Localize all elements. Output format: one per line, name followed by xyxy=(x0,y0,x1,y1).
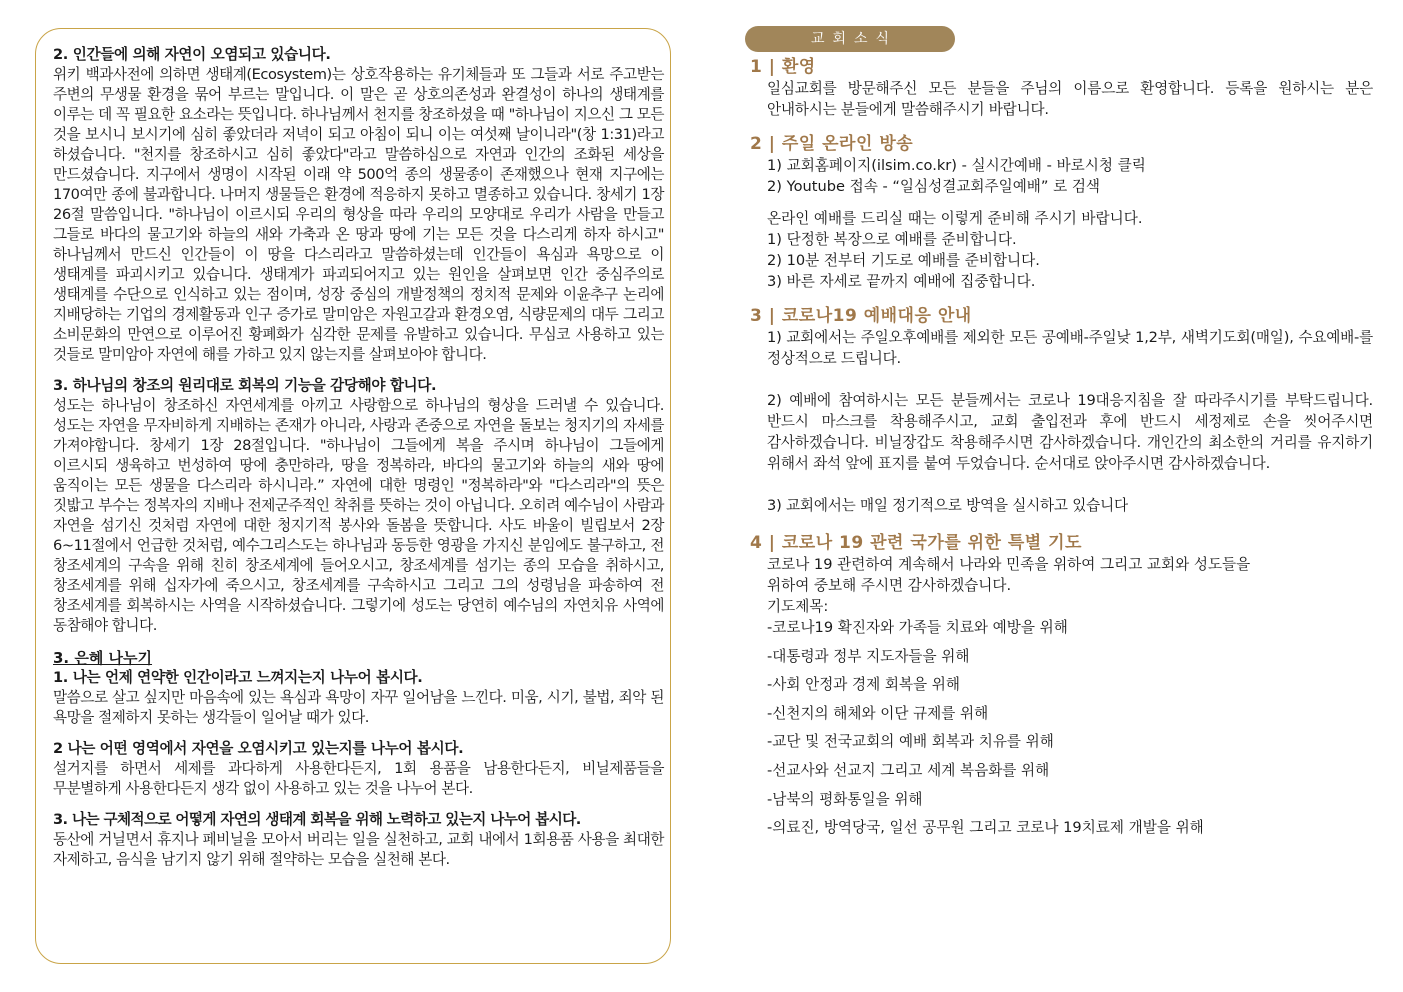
sharing-q3 xyxy=(53,810,664,870)
list-item: -교단 및 전국교회의 예배 회복과 치유를 위해 xyxy=(767,733,1054,751)
list-item: -선교사와 선교지 그리고 세계 복음화를 위해 xyxy=(767,761,1050,779)
online-step-2: 2) Youtube 접속 - “일심성결교회주일예배” 로 검색 xyxy=(767,178,1101,195)
sermon-panel xyxy=(35,28,671,964)
welcome-heading: 1 | 환영 xyxy=(750,57,816,77)
section-3-body: 성도는 하나님이 창조하신 자연세계를 아끼고 사랑함으로 하나님의 형상을 드러낼 수 있습니다. 성도는 자연을 무자비하게 지배하는 존재가 아니라, 사랑과 존중으로 자연을 돌보는 청지기의 자세를 가져야합니다. 창세기 1장 28절입니다. "하나님이 그들에게 복을 주시며 하나님이 그들에게 이르시되 생육하고 번성하여 땅에 충만하라, 땅을 정복하라, 바다의 물고기와 하늘의 새와 땅에 움직이는 모든 생물을 다스리라 하시니라.” 자연에 대한 명령인 "정복하라"와 "다스리라"의 뜻은 짓밟고 부수는 정복자의 지배나 전제군주적인 착취를 뜻하는 것이 아닙니다. 오히려 예수님이 사람과 자연을 섬기신 것처럼 자연에 대한 청지기적 봉사와 돌봄을 뜻합니다. 사도 바울이 빌립보서 2장 6~11절에서 언급한 것처럼, 예수그리스도는 하나님과 동등한 영광을 가지신 분임에도 불구하고, 전 창조세계의 구속을 위해 친히 창조세계에 들어오시고, 창조세계를 섬기는 종의 모습을 취하시고, 창조세계를 위해 십자가에 죽으시고, 창조세계를 구속하시고 그리고 그의 성령님을 파송하여 전 창조세계를 회복하시는 사역을 시작하셨습니다. 그렇기에 성도는 당연히 예수님의 자연치유 사역에 동참해야 합니다. xyxy=(53,397,664,634)
covid-guide-p2: 2) 예배에 참여하시는 모든 분들께서는 코로나 19대응지침을 잘 따라주시기를 부탁드립니다. 반드시 마스크를 착용해주시고, 교회 출입전과 후에 반드시 세정제로 손을 씻어주시면 감사하겠습니다. 비닐장갑도 착용해주시면 감사하겠습니다. 개인간의 최소한의 거리를 유지하기 위해서 좌석 앞에 표지를 붙여 두었습니다. 순서대로 앉아주시면 감사하겠습니다. xyxy=(767,392,1373,472)
sharing-q1 xyxy=(53,668,664,728)
sharing-q1-body: 말씀으로 살고 싶지만 마음속에 있는 욕심과 욕망이 자꾸 일어남을 느낀다. 미움, 시기, 불법, 죄악 된 욕망을 절제하지 못하는 생각들이 일어날 때가 있다. xyxy=(53,689,664,726)
prayer-list xyxy=(745,614,1377,843)
covid-guide-heading: 3 | 코로나19 예배대응 안내 xyxy=(750,306,972,326)
list-item: -남북의 평화통일을 위해 xyxy=(767,790,923,808)
special-prayer-heading: 4 | 코로나 19 관련 국가를 위한 특별 기도 xyxy=(750,533,1082,553)
sharing-q3-heading: 3. 나는 구체적으로 어떻게 자연의 생태계 회복을 위해 노력하고 있는지 나누어 봅시다. xyxy=(53,811,581,828)
sharing-q1-heading: 1. 나는 언제 연약한 인간이라고 느껴지는지 나누어 봅시다. xyxy=(53,669,423,686)
covid-guide-p1: 1) 교회에서는 주일오후예배를 제외한 모든 공예배-주일낮 1,2부, 새벽기도회(매일), 수요예배-를 정상적으로 드립니다. xyxy=(767,329,1373,367)
church-news-panel xyxy=(745,26,1377,843)
church-news-badge: 교회소식 xyxy=(745,26,955,52)
online-broadcast-heading: 2 | 주일 온라인 방송 xyxy=(750,134,914,154)
list-item: -코로나19 확진자와 가족들 치료와 예방을 위해 xyxy=(767,619,1068,636)
prep-intro: 온라인 예배를 드리실 때는 이렇게 준비해 주시기 바랍니다. xyxy=(767,210,1143,227)
prep-item-2: 2) 10분 전부터 기도로 예배를 준비합니다. xyxy=(767,252,1040,269)
covid-guide-p3: 3) 교회에서는 매일 정기적으로 방역을 실시하고 있습니다 xyxy=(767,497,1128,514)
prep-item-3: 3) 바른 자세로 끝까지 예배에 집중합니다. xyxy=(767,273,1036,290)
prep-item-1: 1) 단정한 복장으로 예배를 준비합니다. xyxy=(767,231,1017,248)
sharing-q3-body: 동산에 거닐면서 휴지나 페비닐을 모아서 버리는 일을 실천하고, 교회 내에서 1회용품 사용을 최대한 자제하고, 음식을 남기지 않기 위해 절약하는 모습을 실천해 본다. xyxy=(53,831,664,868)
list-item: -신천지의 해체와 이단 규제를 위해 xyxy=(767,704,989,722)
prayer-intro-line-1: 코로나 19 관련하여 계속해서 나라와 민족을 위하여 그리고 교회와 성도들을 xyxy=(767,556,1251,573)
section-2-heading: 2. 인간들에 의해 자연이 오염되고 있습니다. xyxy=(53,46,331,63)
online-step-1: 1) 교회홈페이지(ilsim.co.kr) - 실시간예배 - 바로시청 클릭 xyxy=(767,157,1146,174)
section-2-body: 위키 백과사전에 의하면 생태계(Ecosystem)는 상호작용하는 유기체들과 또 그들과 서로 주고받는 주변의 무생물 환경을 묶어 부르는 말입니다. 이 말은 곧 상호의존성과 완결성이 하나의 생태계를 이루는 데 꼭 필요한 요소라는 뜻입니다. 하나님께서 천지를 창조하셨을 때 "하나님이 지으신 그 모든 것을 보시니 보시기에 심히 좋았더라 저녁이 되고 아침이 되니 이는 여섯째 날이니라"(창 1:31)라고 하셨습니다. "천지를 창조하시고 심히 좋았다"라고 말씀하심으로 자연과 인간의 조화된 세상을 만드셨습니다. 지구에서 생명이 시작된 이래 약 500억 종의 생물종이 존재했으나 현재 지구에는 170여만 종에 불과합니다. 나머지 생물들은 환경에 적응하지 못하고 멸종하고 있습니다. 창세기 1장 26절 말씀입니다. "하나님이 이르시되 우리의 형상을 따라 우리의 모양대로 우리가 사람을 만들고 그들로 바다의 물고기와 하늘의 새와 가축과 온 땅과 땅에 기는 모든 것을 다스리게 하자 하시고" 하나님께서 만드신 인간들이 이 땅을 다스리라고 말씀하셨는데 인간들이 욕심과 욕망으로 이 생태계를 파괴시키고 있습니다. 생태계가 파괴되어지고 있는 원인을 살펴보면 인간 중심주의로 생태계를 수단으로 인식하고 있는 점이며, 성장 중심의 개발정책의 정치적 문제와 이윤추구 논리에 지배당하는 기업의 경제활동과 인구 증가로 말미암은 자원고갈과 환경오염, 식량문제의 대두 그리고 소비문화의 만연으로 이루어진 황폐화가 심각한 문제를 유발하고 있습니다. 무심코 사용하고 있는 것들로 말미암아 자연에 해를 가하고 있지 않는지를 살펴보아야 합니다. xyxy=(53,66,664,363)
welcome-body: 일심교회를 방문해주신 모든 분들을 주님의 이름으로 환영합니다. 등록을 원하시는 분은 안내하시는 분들에게 말씀해주시기 바랍니다. xyxy=(767,80,1373,118)
prayer-intro-line-2: 위하여 중보해 주시면 감사하겠습니다. xyxy=(767,577,1012,594)
section-3-heading: 3. 하나님의 창조의 원리대로 회복의 기능을 감당해야 합니다. xyxy=(53,377,437,394)
sharing-q2-body: 설거지를 하면서 세제를 과다하게 사용한다든지, 1회 용품을 남용한다든지, 비닐제품들을 무분별하게 사용한다든지 생각 없이 사용하고 있는 것을 나누어 본다. xyxy=(53,760,664,797)
list-item: -사회 안정과 경제 회복을 위해 xyxy=(767,676,960,694)
section-2 xyxy=(53,45,664,365)
section-3 xyxy=(53,376,664,636)
prayer-topics-label: 기도제목: xyxy=(767,598,829,615)
list-item: -의료진, 방역당국, 일선 공무원 그리고 코로나 19치료제 개발을 위해 xyxy=(767,819,1204,837)
list-item: -대통령과 정부 지도자들을 위해 xyxy=(767,647,970,665)
sharing-title: 3. 은혜 나누기 xyxy=(53,649,153,667)
sharing-q2-heading: 2 나는 어떤 영역에서 자연을 오염시키고 있는지를 나누어 봅시다. xyxy=(53,740,464,757)
sharing-q2 xyxy=(53,739,664,799)
